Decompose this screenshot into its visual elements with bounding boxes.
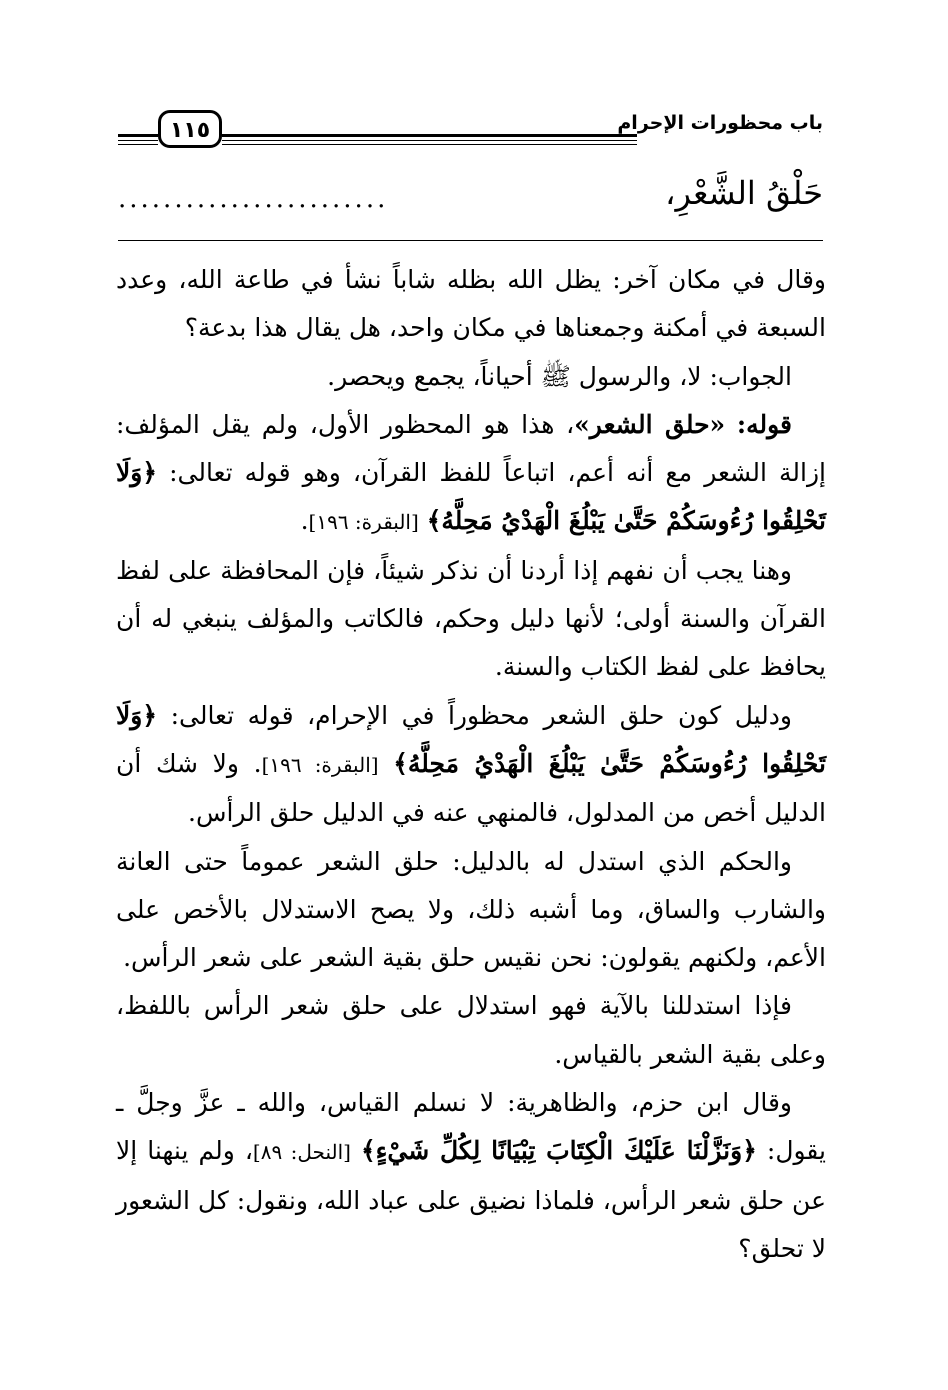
header-rule [118,140,158,141]
paragraph-text: . [300,506,309,536]
paragraph [116,401,826,547]
running-header [118,104,823,154]
quran-verse: ﴿وَنَزَّلْنَا عَلَيْكَ الْكِتَابَ تِبْيَانًا لِكُلِّ شَيْءٍ﴾ [360,1136,757,1166]
section-leader-dots: ........................ [118,184,389,214]
chapter-title: باب محظورات الإحرام [617,112,823,134]
commentary-lead: قوله: [736,409,793,439]
verse-reference: [البقرة: ١٩٦] [261,752,379,777]
paragraph-text: . ولا شك أن الدليل أخص من المدلول، فالمنهي عنه في الدليل حلق الرأس. [116,748,826,828]
paragraph: وهنا يجب أن نفهم إذا أردنا أن نذكر شيئاً، فإن المحافظة على لفظ القرآن والسنة أولى؛ لأنها دليل وحكم، فالكاتب والمؤلف ينبغي له أن يحافظ على لفظ الكتاب والسنة. [116,555,826,682]
verse-reference: [النحل: ٨٩] [252,1140,351,1165]
verse-reference: [البقرة: ١٩٦] [308,510,419,535]
page-number: ١١٥ [158,110,222,148]
header-rule [118,134,158,137]
header-rule [222,144,637,145]
quran-verse: ﴿وَلَا تَحْلِقُوا رُءُوسَكُمْ حَتَّىٰ يَبْلُغَ الْهَدْيُ مَحِلَّهُ﴾ [116,700,827,778]
section-title: حَلْقُ الشَّعْرِ، [665,174,823,212]
header-rule [222,134,637,137]
paragraph [116,692,826,838]
paragraph [116,1079,826,1273]
section-heading [118,170,823,241]
header-rule [118,144,158,145]
paragraph-text: وقال ابن حزم، والظاهرية: لا نسلم القياس، والله ـ عزَّ وجلَّ ـ يقول: [116,1088,827,1166]
body-text [116,256,826,1273]
paragraph-text: ، هذا هو المحظور الأول، ولم يقل المؤلف: إزالة الشعر مع أنه أعم، اتباعاً للفظ القرآن، وهو قوله تعالى: [116,409,826,488]
paragraph: وقال في مكان آخر: يظل الله بظله شاباً نشأ في طاعة الله، وعدد السبعة في أمكنة وجمعناها في مكان واحد، هل يقال هذا بدعة؟ [116,265,826,343]
paragraph: والحكم الذي استدل له بالدليل: حلق الشعر عموماً حتى العانة والشارب والساق، وما أشبه ذلك، ولا يصح الاستدلال بالأخص على الأعم، ولكنهم يقولون: نحن نقيس حلق بقية الشعر على شعر الرأس. [116,846,826,973]
matn-quote: «حلق الشعر» [574,409,726,439]
paragraph: فإذا استدللنا بالآية فهو استدلال على حلق شعر الرأس باللفظ، وعلى بقية الشعر بالقياس. [116,991,826,1069]
quran-verse: ﴿وَلَا تَحْلِقُوا رُءُوسَكُمْ حَتَّىٰ يَبْلُغَ الْهَدْيُ مَحِلَّهُ﴾ [116,458,826,536]
paragraph-text: ، ولم ينهنا إلا عن حلق شعر الرأس، فلماذا نضيق على عباد الله، ونقول: كل الشعور لا تحلق؟ [116,1136,826,1263]
header-rule [222,140,637,141]
paragraph: الجواب: لا، والرسول ﷺ أحياناً، يجمع ويحصر. [327,361,792,391]
paragraph-text: ودليل كون حلق الشعر محظوراً في الإحرام، قوله تعالى: [170,700,793,730]
